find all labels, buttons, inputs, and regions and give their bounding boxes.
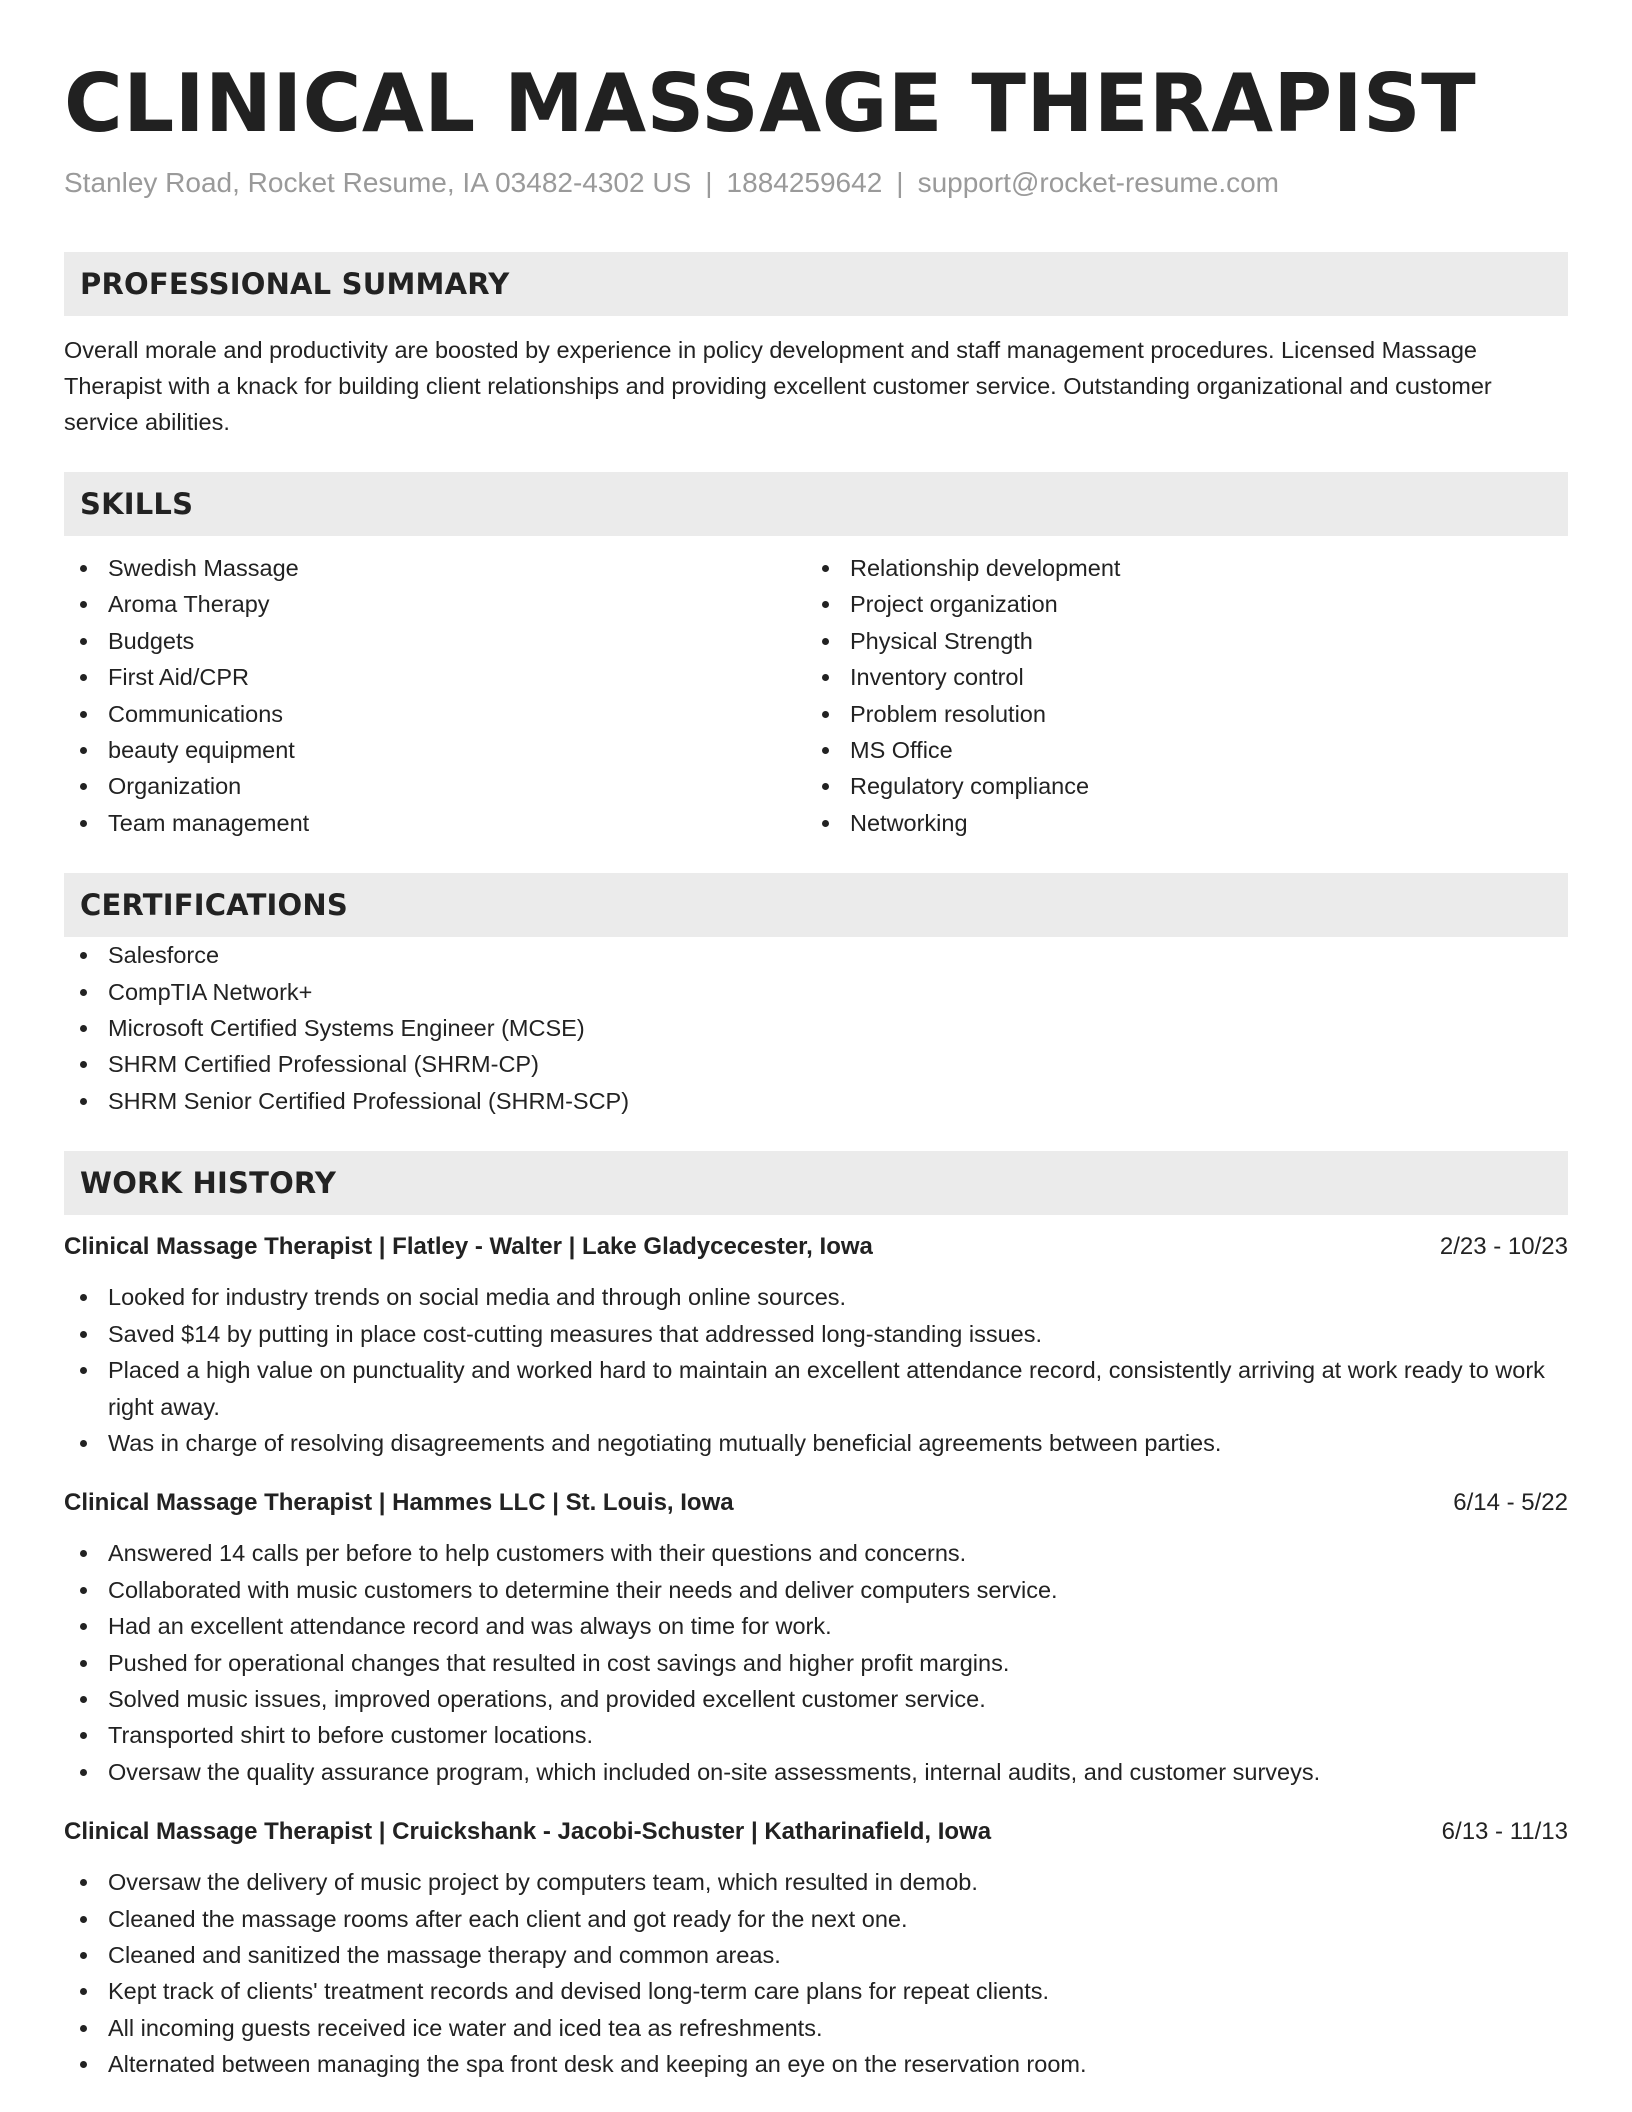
skill-item — [64, 768, 806, 804]
job-bullet-text: Cleaned and sanitized the massage therapy and common areas. — [108, 1941, 781, 1968]
skill-item — [806, 659, 1548, 695]
job-entry — [64, 1229, 1568, 1461]
bullet-dot — [80, 2061, 87, 2068]
job-bullet-text: Looked for industry trends on social media and through online sources. — [108, 1284, 847, 1311]
bullet-dot — [80, 1440, 87, 1447]
certification-item-text: SHRM Senior Certified Professional (SHRM-SCP) — [108, 1087, 630, 1114]
job-header — [64, 1485, 1568, 1521]
job-bullet — [64, 1352, 1568, 1425]
bullet-dot — [822, 820, 829, 827]
job-dates: 6/13 - 11/13 — [1441, 1818, 1568, 1846]
job-bullet-text: Alternated between managing the spa front desk and keeping an eye on the reservation room. — [108, 2051, 1087, 2078]
bullet-dot — [80, 1952, 87, 1959]
bullet-dot — [80, 1732, 87, 1739]
job-bullet-text: Had an excellent attendance record and was always on time for work. — [108, 1613, 832, 1640]
job-bullet-text: Oversaw the delivery of music project by computers team, which resulted in demob. — [108, 1869, 978, 1896]
job-bullet-text: Was in charge of resolving disagreements and negotiating mutually beneficial agreements between parties. — [108, 1429, 1222, 1456]
section-header-work-history: WORK HISTORY — [64, 1151, 1568, 1215]
skill-item-text: Project organization — [850, 591, 1058, 618]
skill-item-text: Organization — [108, 773, 242, 800]
skill-item — [64, 550, 806, 586]
skill-item — [64, 732, 806, 768]
job-bullet-text: All incoming guests received ice water and iced tea as refreshments. — [108, 2014, 823, 2041]
bullet-dot — [80, 711, 87, 718]
bullet-dot — [80, 1623, 87, 1630]
skill-item-text: Budgets — [108, 627, 195, 654]
job-bullet — [64, 1645, 1568, 1681]
bullet-dot — [80, 1916, 87, 1923]
bullet-dot — [80, 783, 87, 790]
job-bullet — [64, 2010, 1568, 2046]
bullet-dot — [80, 2025, 87, 2032]
skill-item — [64, 586, 806, 622]
skill-item-text: Physical Strength — [850, 627, 1033, 654]
bullet-dot — [822, 638, 829, 645]
certification-item — [64, 974, 1568, 1010]
job-title: Clinical Massage Therapist | Hammes LLC | St. Louis, Iowa — [64, 1489, 734, 1517]
skill-item-text: Aroma Therapy — [108, 591, 270, 618]
skill-item — [64, 696, 806, 732]
contact-address: Stanley Road, Rocket Resume, IA 03482-4302 US — [64, 167, 692, 198]
skill-item — [64, 805, 806, 841]
job-bullets — [64, 1279, 1568, 1461]
bullet-dot — [80, 1660, 87, 1667]
job-entry — [64, 1814, 1568, 2082]
certification-item-text: CompTIA Network+ — [108, 978, 313, 1005]
job-bullet — [64, 1572, 1568, 1608]
bullet-dot — [80, 1294, 87, 1301]
contact-line — [64, 166, 1568, 200]
skill-item-text: Inventory control — [850, 664, 1024, 691]
skill-item — [806, 550, 1548, 586]
bullet-dot — [80, 674, 87, 681]
job-header — [64, 1229, 1568, 1265]
job-header — [64, 1814, 1568, 1850]
skills-list-right — [806, 550, 1548, 841]
bullet-dot — [80, 1587, 87, 1594]
certification-item-text: SHRM Certified Professional (SHRM-CP) — [108, 1051, 539, 1078]
job-bullet-text: Collaborated with music customers to determine their needs and deliver computers service. — [108, 1576, 1058, 1603]
job-dates: 6/14 - 5/22 — [1453, 1489, 1568, 1517]
bullet-dot — [80, 565, 87, 572]
bullet-dot — [80, 1025, 87, 1032]
skill-item-text: Regulatory compliance — [850, 773, 1090, 800]
certification-item — [64, 1083, 1568, 1119]
job-entry — [64, 1485, 1568, 1790]
bullet-dot — [822, 711, 829, 718]
bullet-dot — [80, 952, 87, 959]
skill-item-text: Swedish Massage — [108, 555, 299, 581]
bullet-dot — [80, 989, 87, 996]
work-history-list — [64, 1229, 1568, 2082]
skill-item — [806, 732, 1548, 768]
section-header-summary: PROFESSIONAL SUMMARY — [64, 252, 1568, 316]
bullet-dot — [80, 1061, 87, 1068]
resume-title: CLINICAL MASSAGE THERAPIST — [64, 57, 1477, 150]
resume-page — [64, 0, 1568, 2083]
job-bullet-text: Transported shirt to before customer locations. — [108, 1722, 594, 1749]
skill-item-text: Communications — [108, 700, 284, 727]
certification-item — [64, 937, 1568, 973]
bullet-dot — [822, 747, 829, 754]
contact-email: support@rocket-resume.com — [917, 167, 1279, 198]
job-bullet-text: Oversaw the quality assurance program, which included on-site assessments, internal audits, and customer surveys. — [108, 1758, 1321, 1785]
job-bullet — [64, 1754, 1568, 1790]
bullet-dot — [80, 1988, 87, 1995]
contact-separator: | — [705, 167, 713, 198]
job-bullet-text: Pushed for operational changes that resulted in cost savings and higher profit margins. — [108, 1649, 1010, 1676]
section-header-certifications: CERTIFICATIONS — [64, 873, 1568, 937]
job-dates: 2/23 - 10/23 — [1439, 1233, 1568, 1261]
contact-phone: 1884259642 — [726, 167, 883, 198]
bullet-dot — [80, 1367, 87, 1374]
skill-item-text: Team management — [108, 809, 310, 836]
job-bullet — [64, 1425, 1568, 1461]
job-title: Clinical Massage Therapist | Flatley - Walter | Lake Gladycecester, Iowa — [64, 1233, 873, 1261]
job-bullet-text: Answered 14 calls per before to help customers with their questions and concerns. — [108, 1540, 967, 1567]
skill-item — [806, 623, 1548, 659]
certifications-list — [64, 937, 1568, 1119]
job-bullet-text: Kept track of clients' treatment records and devised long-term care plans for repeat clients. — [108, 1978, 1050, 2005]
job-bullet — [64, 1535, 1568, 1571]
bullet-dot — [822, 565, 829, 572]
bullet-dot — [80, 747, 87, 754]
bullet-dot — [80, 1331, 87, 1338]
skill-item-text: beauty equipment — [108, 737, 295, 764]
skill-item-text: Problem resolution — [850, 700, 1046, 727]
job-bullets — [64, 1864, 1568, 2082]
job-bullet-text: Cleaned the massage rooms after each client and got ready for the next one. — [108, 1905, 908, 1932]
bullet-dot — [822, 674, 829, 681]
bullet-dot — [80, 1879, 87, 1886]
skill-item — [806, 805, 1548, 841]
job-bullet-text: Placed a high value on punctuality and worked hard to maintain an excellent attendance record, consistently arriving at work ready to work right away. — [108, 1357, 1545, 1420]
job-bullet — [64, 1681, 1568, 1717]
skills-list-left — [64, 550, 806, 841]
bullet-dot — [80, 601, 87, 608]
bullet-dot — [80, 1550, 87, 1557]
job-bullets — [64, 1535, 1568, 1790]
job-bullet — [64, 1864, 1568, 1900]
job-title: Clinical Massage Therapist | Cruickshank - Jacobi-Schuster | Katharinafield, Iowa — [64, 1818, 992, 1846]
certification-item-text: Salesforce — [108, 942, 220, 969]
job-bullet-text: Saved $14 by putting in place cost-cutting measures that addressed long-standing issues. — [108, 1320, 1043, 1347]
skill-item — [806, 586, 1548, 622]
bullet-dot — [80, 1098, 87, 1105]
bullet-dot — [822, 783, 829, 790]
skill-item — [64, 659, 806, 695]
bullet-dot — [80, 1769, 87, 1776]
certification-item — [64, 1010, 1568, 1046]
job-bullet — [64, 1316, 1568, 1352]
job-bullet — [64, 1279, 1568, 1315]
skill-item-text: Networking — [850, 809, 968, 836]
skill-item — [806, 768, 1548, 804]
certification-item — [64, 1046, 1568, 1082]
skills-grid — [64, 550, 1568, 841]
job-bullet — [64, 1608, 1568, 1644]
contact-separator: | — [896, 167, 904, 198]
job-bullet — [64, 1901, 1568, 1937]
job-bullet — [64, 1937, 1568, 1973]
section-header-skills: SKILLS — [64, 472, 1568, 536]
job-bullet — [64, 1973, 1568, 2009]
skill-item-text: MS Office — [850, 737, 953, 764]
bullet-dot — [822, 601, 829, 608]
skill-item-text: First Aid/CPR — [108, 664, 250, 691]
bullet-dot — [80, 1696, 87, 1703]
job-bullet — [64, 2046, 1568, 2082]
job-bullet — [64, 1717, 1568, 1753]
summary-text: Overall morale and productivity are boosted by experience in policy development and staff management procedures. Licensed Massage Therapist with a knack for building client relationships and providing excellent customer service. Outstanding organizational and customer service abilities. — [64, 337, 1492, 435]
skill-item — [64, 623, 806, 659]
skill-item — [806, 696, 1548, 732]
bullet-dot — [80, 820, 87, 827]
bullet-dot — [80, 638, 87, 645]
certification-item-text: Microsoft Certified Systems Engineer (MCSE) — [108, 1015, 585, 1042]
skill-item-text: Relationship development — [850, 555, 1121, 581]
job-bullet-text: Solved music issues, improved operations, and provided excellent customer service. — [108, 1685, 986, 1712]
